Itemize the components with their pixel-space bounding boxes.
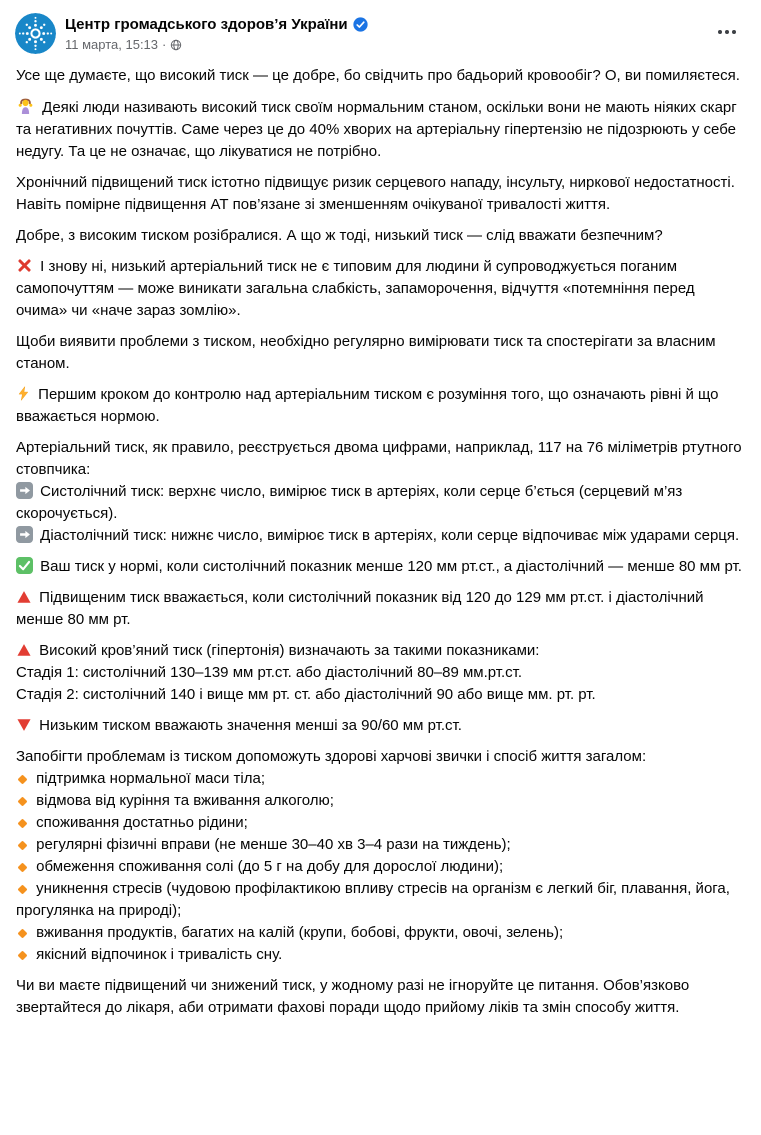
- verified-badge-icon: [353, 17, 368, 32]
- orange-diamond-icon: [16, 773, 29, 786]
- post-paragraph: [16, 437, 745, 547]
- text-run: підтримка нормальної маси тіла;: [32, 770, 265, 787]
- text-run: Систолічний тиск: верхнє число, вимірює тиск в артеріях, коли серце б’ється (серцевий м’яз скорочується).: [16, 483, 683, 522]
- text-run: Першим кроком до контролю над артеріальним тиском є розуміння того, що означають рівні й що вважається нормою.: [16, 386, 719, 425]
- text-run: Усе ще думаєте, що високий тиск — це добре, бо свідчить про бадьорий кровообіг? О, ви помиляєтеся.: [16, 67, 740, 84]
- woman-shrugging-icon: [16, 96, 35, 115]
- right-arrow-icon: [16, 482, 33, 499]
- text-run: Високий кров’яний тиск (гіпертонія) визначають за такими показниками:: [35, 642, 540, 659]
- more-options-button[interactable]: [709, 20, 745, 44]
- orange-diamond-icon: [16, 949, 29, 962]
- post-paragraph: [16, 384, 745, 428]
- text-run: І знову ні, низький артеріальний тиск не є типовим для людини й супроводжується поганим самопочуттям — може виникати загальна слабкість, запаморочення, відчуття «потемніння перед очима» чи «наче зараз зомлію».: [16, 258, 695, 319]
- text-run: Добре, з високим тиском розібралися. А що ж тоді, низький тиск — слід вважати безпечним?: [16, 227, 663, 244]
- post-paragraph: [16, 587, 745, 631]
- orange-diamond-icon: [16, 795, 29, 808]
- text-run: Чи ви маєте підвищений чи знижений тиск, у жодному разі не ігноруйте це питання. Обов’язково звертайтеся до лікаря, аби отримати фахові поради щодо прийому ліків та змін способу життя.: [16, 977, 690, 1016]
- orange-diamond-icon: [16, 927, 29, 940]
- text-run: Стадія 1: систолічний 130–139 мм рт.ст. або діастолічний 80–89 мм.рт.ст.: [16, 664, 523, 681]
- post-paragraph: [16, 256, 745, 322]
- post-paragraph: [16, 96, 745, 163]
- post-paragraph: [16, 556, 745, 578]
- text-run: Діастолічний тиск: нижнє число, вимірює тиск в артеріях, коли серце відпочиває між ударами серця.: [36, 527, 740, 544]
- text-run: регулярні фізичні вправи (не менше 30–40 хв 3–4 рази на тиждень);: [32, 836, 511, 853]
- text-run: споживання достатньо рідини;: [32, 814, 248, 831]
- meta-separator: ·: [162, 36, 167, 52]
- text-run: Запобігти проблемам із тиском допоможуть здорові харчові звички і спосіб життя загалом:: [16, 748, 647, 765]
- post-timestamp[interactable]: 11 марта, 15:13: [65, 36, 159, 52]
- post-header: [0, 0, 761, 59]
- orange-diamond-icon: [16, 861, 29, 874]
- post-body: [0, 59, 761, 1033]
- post-paragraph: [16, 715, 745, 737]
- text-run: обмеження споживання солі (до 5 г на добу для дорослої людини);: [32, 858, 504, 875]
- text-run: Артеріальний тиск, як правило, реєструється двома цифрами, наприклад, 117 на 76 міліметрів ртутного стовпчика:: [16, 439, 742, 478]
- post-paragraph: [16, 225, 745, 247]
- orange-diamond-icon: [16, 883, 29, 896]
- post-paragraph: [16, 331, 745, 375]
- red-triangle-down-icon: [16, 717, 32, 733]
- text-run: Низьким тиском вважають значення менші за 90/60 мм рт.ст.: [35, 717, 462, 734]
- post-paragraph: [16, 172, 745, 216]
- text-run: Деякі люди називають високий тиск своїм нормальним станом, оскільки вони не мають ніяких скарг та негативних почуттів. Саме через це до 40% хворих на артеріальну гіпертензію не підозрюють у себе недугу. Та це не означає, що лікуватися не потрібно.: [16, 99, 737, 160]
- text-run: якісний відпочинок і тривалість сну.: [32, 946, 283, 963]
- post-meta-row: [65, 37, 368, 53]
- page-avatar[interactable]: [15, 13, 56, 54]
- text-run: Підвищеним тиск вважається, коли систолічний показник від 120 до 129 мм рт.ст. і діастолічний менше 80 мм рт.: [16, 589, 704, 628]
- text-run: Стадія 2: систолічний 140 і вище мм рт. ст. або діастолічний 90 або вище мм. рт. рт.: [16, 686, 596, 703]
- check-mark-icon: [16, 557, 33, 574]
- header-meta: [65, 15, 368, 53]
- page-name-link[interactable]: Центр громадського здоров’я України: [65, 15, 348, 33]
- right-arrow-icon: [16, 526, 33, 543]
- text-run: відмова від куріння та вживання алкоголю;: [32, 792, 334, 809]
- text-run: Хронічний підвищений тиск істотно підвищує ризик серцевого нападу, інсульту, ниркової недостатності. Навіть помірне підвищення АТ пов’язане зі зменшенням очікуваної тривалості життя.: [16, 174, 735, 213]
- text-run: уникнення стресів (чудовою профілактикою впливу стресів на організм є легкий біг, плавання, йога, прогулянка на природі);: [16, 880, 730, 919]
- text-run: Ваш тиск у нормі, коли систолічний показник менше 120 мм рт.ст., а діастолічний — менше 80 мм рт.: [36, 558, 742, 575]
- post-paragraph: [16, 65, 745, 87]
- post-paragraph: [16, 640, 745, 706]
- orange-diamond-icon: [16, 839, 29, 852]
- post-paragraph: [16, 746, 745, 966]
- text-run: Щоби виявити проблеми з тиском, необхідно регулярно вимірювати тиск та спостерігати за власним станом.: [16, 333, 716, 372]
- red-triangle-up-icon: [16, 589, 32, 605]
- globe-icon: [170, 39, 182, 51]
- high-voltage-icon: [16, 385, 31, 402]
- orange-diamond-icon: [16, 817, 29, 830]
- cross-mark-icon: [16, 257, 33, 274]
- red-triangle-up-icon: [16, 642, 32, 658]
- post-paragraph: [16, 975, 745, 1019]
- text-run: вживання продуктів, багатих на калій (крупи, бобові, фрукти, овочі, зелень);: [32, 924, 564, 941]
